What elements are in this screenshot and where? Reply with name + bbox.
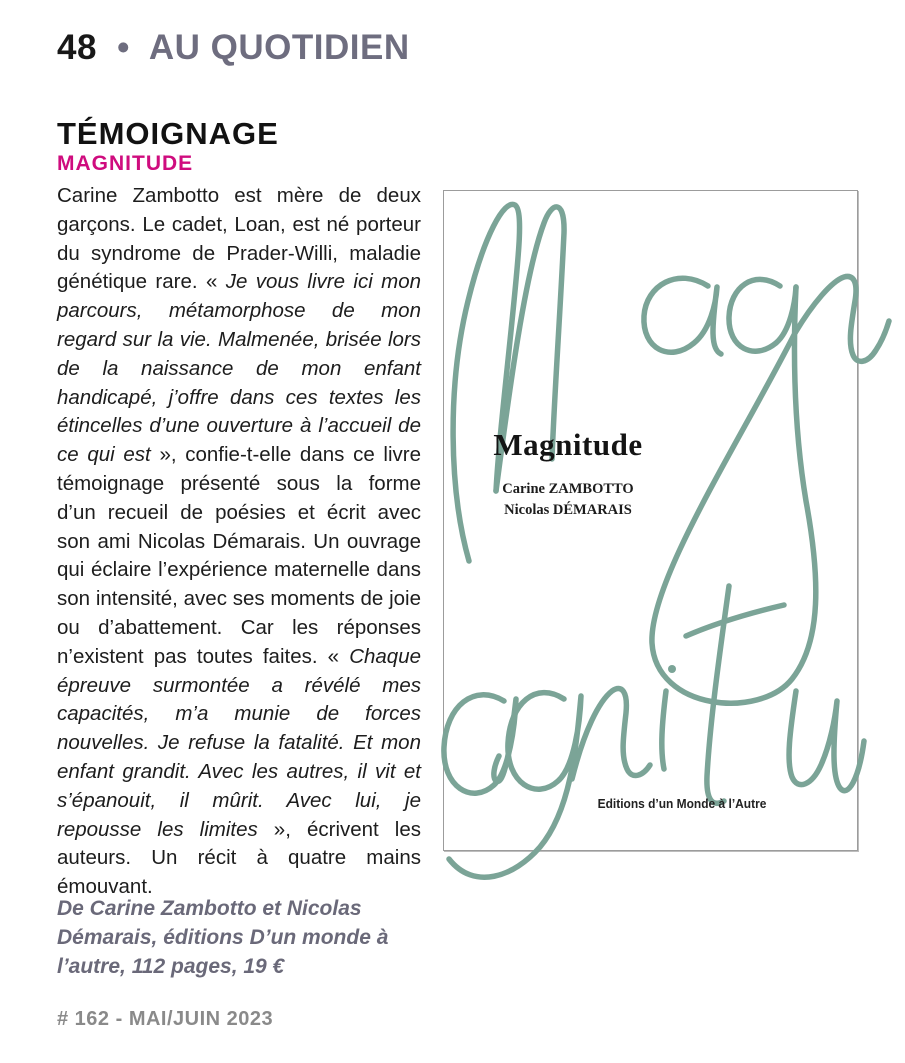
- body-text-segment: Je vous livre ici mon parcours, métamorphose de mon regard sur la vie. Malmenée, brisée lors de la naissance de mon enfant handicapé, j’offre dans ces textes les étincelles d’une ouverture à l’accueil de ce qui est: [57, 270, 421, 467]
- book-author-2: Nicolas DÉMARAIS: [504, 502, 632, 518]
- article-title: MAGNITUDE: [57, 152, 194, 175]
- body-text-segment: », confie-t-elle dans ce livre témoignage présenté sous la forme d’un recueil de poésies et écrit avec son ami Nicolas Démarais. Un ouvrage qui éclaire l’expérience maternelle dans son intensité, avec ses moments de joie ou d’abattement. Car les réponses n’existent pas toutes faites. «: [57, 443, 422, 668]
- cover-script-lettering: [414, 187, 905, 897]
- body-text-segment: », écrivent les auteurs. Un récit à quatre mains émouvant.: [57, 817, 422, 899]
- header-bullet-separator: •: [117, 28, 130, 67]
- book-title: Magnitude: [493, 427, 643, 462]
- book-author-1: Carine ZAMBOTTO: [502, 481, 634, 497]
- page-number: 48: [57, 28, 97, 67]
- body-text-segment: Carine Zambotto est mère de deux garçons. Le cadet, Loan, est né porteur du syndrome de Prader-Willi, maladie génétique rare. «: [57, 184, 421, 294]
- issue-footer: # 162 - MAI/JUIN 2023: [57, 1008, 274, 1030]
- book-authors: [482, 479, 654, 521]
- article-kicker: TÉMOIGNAGE: [57, 116, 279, 151]
- book-cover: [443, 190, 858, 851]
- article-credit-line: De Carine Zambotto et Nicolas Démarais, éditions D’un monde à l’autre, 112 pages, 19 €: [57, 897, 389, 978]
- article-body: [57, 182, 421, 902]
- page-header: [57, 28, 410, 68]
- body-text-segment: Chaque épreuve surmontée a révélé mes capacités, m’a munie de forces nouvelles. Je refuse la fatalité. Et mon enfant grandit. Avec les autres, il vit et s’épanouit, il mûrit. Avec lui, je repousse les limites: [57, 644, 421, 841]
- book-publisher: Editions d’un Monde à l’Autre: [597, 796, 767, 811]
- section-title: AU QUOTIDIEN: [148, 28, 410, 67]
